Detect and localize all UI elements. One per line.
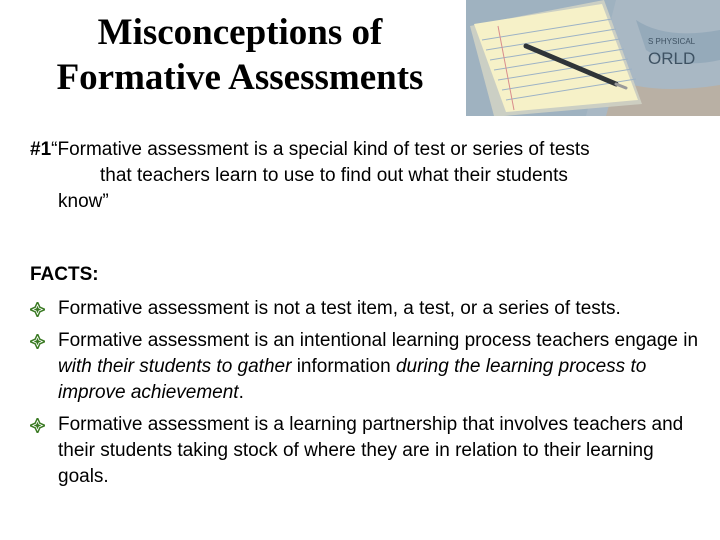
misconception-number: #1 [30,139,52,160]
slide-body [30,137,700,496]
misconception-line-1: “Formative assessment is a special kind of test or series of tests [51,139,590,160]
title-line-1: Misconceptions of [97,12,383,53]
slide-title [30,10,450,100]
map-text-1: S PHYSICAL [648,37,696,46]
misconception-statement [30,137,700,215]
title-line-2: Formative Assessments [56,57,424,99]
fact-1-text: Formative assessment is not a test item, a test, or a series of tests. [58,298,621,319]
fact-3-text: Formative assessment is a learning partnership that involves teachers and their students taking stock of where they are in relation to their learning goals. [58,414,684,487]
fact-2-part-1: Formative assessment is an intentional learning process teachers engage in [58,330,699,351]
diamond-bullet-icon [30,302,45,317]
notepad-photo [466,0,720,116]
list-item [30,412,700,490]
fact-2-part-5: . [238,382,244,403]
fact-2-italic-2: during the learning process to improve achievement [58,356,647,403]
notepad-illustration [466,0,720,116]
facts-list [30,296,700,490]
list-item [30,328,700,406]
fact-2-part-3: information [291,356,396,377]
diamond-bullet-icon [30,418,45,433]
list-item [30,296,700,322]
misconception-line-2: that teachers learn to use to find out what their students [100,165,568,186]
fact-2-italic-1: with their students to gather [58,356,292,377]
map-text-2: ORLD [648,49,696,68]
misconception-line-3: know” [58,191,109,212]
facts-heading: FACTS: [30,264,99,285]
diamond-bullet-icon [30,334,45,349]
